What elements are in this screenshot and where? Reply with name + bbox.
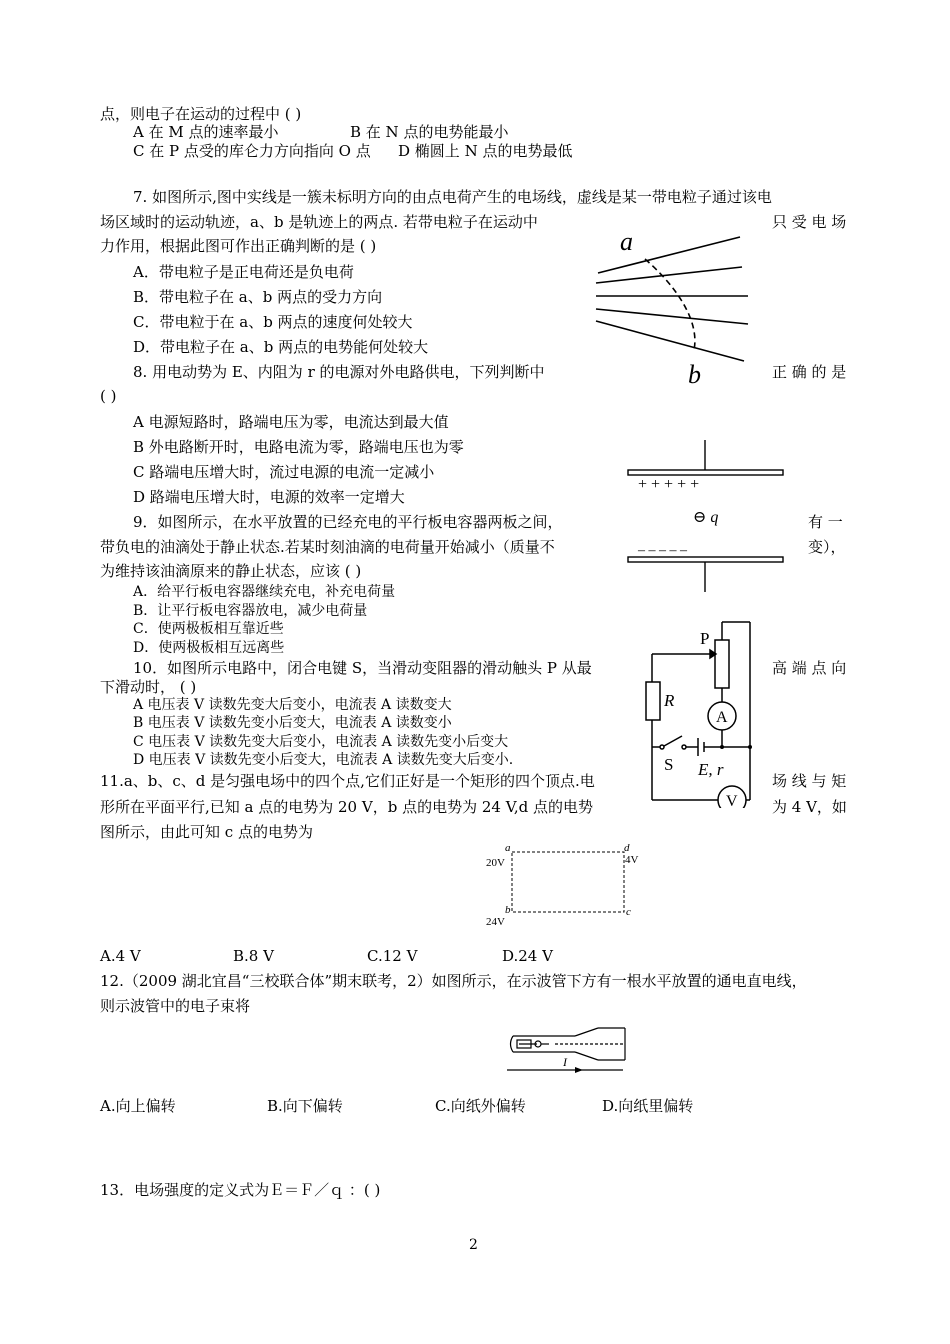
q6-option-c: C 在 P 点受的库仑力方向指向 O 点 (133, 142, 371, 160)
q7-stem-line2: 场区域时的运动轨迹，a、b 是轨迹上的两点. 若带电粒子在运动中 (100, 213, 538, 231)
q7-stem-line2-right: 只 受 电 场 (772, 213, 847, 231)
potential-a-label: 20V (486, 857, 505, 869)
q11-stem-line1-right: 场 线 与 矩 (772, 772, 847, 790)
q9-option-a: A．给平行板电容器继续充电，补充电荷量 (133, 584, 396, 600)
q10-stem-line1-right: 高 端 点 向 (772, 659, 847, 677)
q6-option-b: B 在 N 点的电势能最小 (350, 123, 509, 141)
q12-stem-line1: 12.（2009 湖北宜昌“三校联合体”期末联考，2）如图所示，在示波管下方有一根水平放置的通电直电线， (100, 972, 807, 990)
vertex-d-label: d (624, 842, 630, 854)
q7-stem-line3: 力作用，根据此图可作出正确判断的是 ( ) (100, 237, 377, 255)
q7-option-a: A．带电粒子是正电荷还是负电荷 (133, 263, 354, 281)
point-b-label: b (688, 360, 701, 389)
q8-option-d: D 路端电压增大时，电源的效率一定增大 (133, 488, 405, 506)
field-lines-figure (590, 225, 760, 390)
q12-stem-line2: 则示波管中的电子束将 (100, 997, 251, 1015)
q9-stem-line1-right: 有 一 (808, 513, 843, 531)
q6-option-a: A 在 M 点的速率最小 (133, 123, 279, 141)
rectangle-figure (484, 840, 644, 928)
q8-stem-line1: 8. 用电动势为 E、内阻为 r 的电源对外电路供电，下列判断中 (133, 363, 545, 381)
q9-stem-line1: 9．如图所示，在水平放置的已经充电的平行板电容器两板之间， (133, 513, 563, 531)
q8-option-b: B 外电路断开时，电路电流为零，路端电压也为零 (133, 438, 464, 456)
q10-stem-line2: 下滑动时， ( ) (100, 678, 197, 696)
switch-s-label: S (664, 755, 674, 774)
q9-stem-line2-right: 变）， (808, 538, 846, 556)
negative-charges: – – – – – (638, 543, 687, 558)
q9-option-c: C．使两极板相互靠近些 (133, 621, 284, 637)
q12-option-a: A.向上偏转 (100, 1097, 176, 1115)
vertex-c-label: c (626, 906, 631, 918)
q12-option-c: C.向纸外偏转 (435, 1097, 526, 1115)
q6-stem: 点，则电子在运动的过程中 ( ) (100, 105, 302, 123)
q10-option-d: D 电压表 V 读数先变小后变大，电流表 A 读数先变大后变小. (133, 752, 514, 768)
positive-charges: + + + + + (638, 476, 700, 493)
q11-option-a: A.4 V (100, 947, 141, 965)
q10-option-b: B 电压表 V 读数先变小后变大，电流表 A 读数变小 (133, 715, 452, 731)
circuit-figure (640, 620, 760, 808)
emf-label: E, r (698, 760, 724, 779)
oil-drop-label: ⊖ q (693, 509, 719, 526)
q11-option-b: B.8 V (233, 947, 274, 965)
voltmeter-label: V (726, 793, 738, 808)
q8-option-a: A 电源短路时，路端电压为零，电流达到最大值 (133, 413, 449, 431)
q11-stem-line2-right: 为 4 V，如 (772, 798, 847, 816)
q9-stem-line2: 带负电的油滴处于静止状态.若某时刻油滴的电荷量开始减小（质量不 (100, 538, 555, 556)
q11-option-d: D.24 V (502, 947, 553, 965)
q10-option-a: A 电压表 V 读数先变大后变小，电流表 A 读数变大 (133, 697, 452, 713)
q11-stem-line2: 形所在平面平行,已知 a 点的电势为 20 V，b 点的电势为 24 V,d 点的电势 (100, 798, 594, 816)
q7-stem-line1: 7. 如图所示,图中实线是一簇未标明方向的由点电荷产生的电场线，虚线是某一带电粒子通过该电 (133, 188, 772, 206)
q8-option-c: C 路端电压增大时，流过电源的电流一定减小 (133, 463, 435, 481)
page-number: 2 (469, 1237, 478, 1253)
q9-option-d: D．使两极板相互远离些 (133, 640, 285, 656)
resistor-r-label: R (664, 691, 675, 710)
q10-option-c: C 电压表 V 读数先变大后变小，电流表 A 读数先变小后变大 (133, 734, 509, 750)
q7-option-b: B．带电粒子在 a、b 两点的受力方向 (133, 288, 383, 306)
capacitor-figure (620, 435, 790, 597)
potential-d-label: 4V (625, 854, 639, 866)
slider-p-label: P (700, 629, 710, 648)
q11-stem-line1: 11.a、b、c、d 是匀强电场中的四个点,它们正好是一个矩形的四个顶点.电 (100, 772, 595, 790)
vertex-a-label: a (505, 842, 511, 854)
q8-stem-line2: ( ) (100, 387, 117, 405)
q9-option-b: B．让平行板电容器放电，减少电荷量 (133, 603, 368, 619)
point-a-label: a (620, 227, 633, 256)
q7-option-d: D．带电粒子在 a、b 两点的电势能何处较大 (133, 338, 429, 356)
q13-stem: 13．电场强度的定义式为Ｅ＝Ｆ／ｑ ：( ) (100, 1181, 381, 1199)
q7-option-c: C．带电粒于在 a、b 两点的速度何处较大 (133, 313, 413, 331)
q10-stem-line1: 10．如图所示电路中，闭合电键 S，当滑动变阻器的滑动触头 P 从最 (133, 659, 592, 677)
q8-stem-line1-right: 正 确 的 是 (772, 363, 847, 381)
q9-stem-line3: 为维持该油滴原来的静止状态，应该 ( ) (100, 562, 362, 580)
q12-option-d: D.向纸里偏转 (602, 1097, 694, 1115)
oscilloscope-tube-figure (505, 1025, 635, 1080)
current-i-label: I (563, 1055, 567, 1069)
potential-b-label: 24V (486, 916, 505, 928)
vertex-b-label: b (505, 904, 511, 916)
q11-option-c: C.12 V (367, 947, 418, 965)
q6-option-d: D 椭圆上 N 点的电势最低 (398, 142, 573, 160)
q11-stem-line3: 图所示，由此可知 c 点的电势为 (100, 823, 313, 841)
ammeter-label: A (716, 709, 728, 726)
q12-option-b: B.向下偏转 (267, 1097, 343, 1115)
